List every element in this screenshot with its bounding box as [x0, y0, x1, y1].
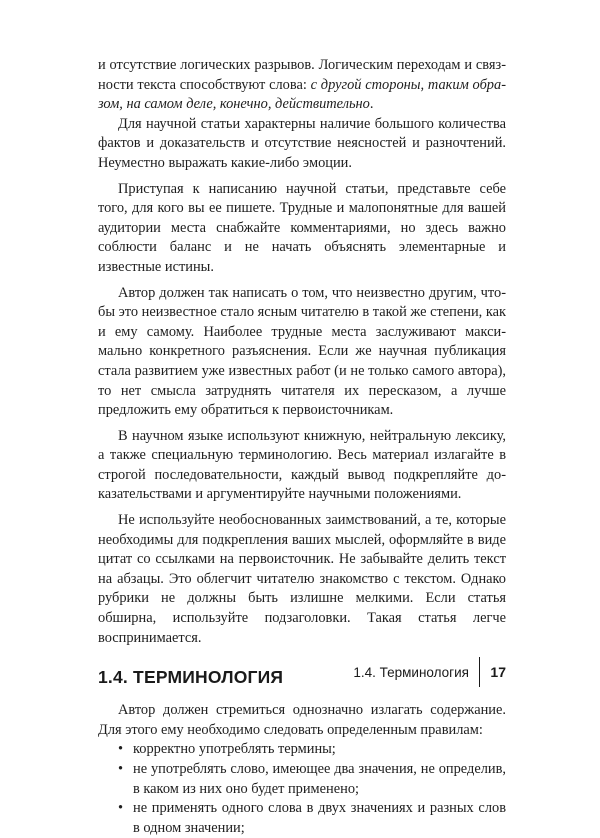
- page-number: 17: [490, 664, 506, 680]
- page-footer: [353, 657, 506, 687]
- bullet-icon: •: [118, 761, 124, 777]
- paragraph: Приступая к написанию научной статьи, представьте себе того, для кого вы ее пишете. Трудные и малопонятные для вашей аудитории места снабжайте комментариями, но здесь важно соблюсти баланс и не начать объяснять элементарные и известные истины.: [98, 180, 506, 275]
- paragraph: Для научной статьи характерны наличие большого количества фактов и доказательств и отсутствие неясностей и разночтений. Неуместно выражать какие-либо эмоции.: [98, 115, 506, 171]
- page-body: [98, 56, 506, 838]
- paragraph-text: и отсутствие логических разрывов. Логическим переходам и связности текста способствуют слова:: [98, 57, 506, 93]
- rules-list: [98, 740, 506, 838]
- section-intro: Автор должен стремиться однозначно излагать содержание. Для этого ему необходимо следовать определенным правилам:: [98, 702, 506, 738]
- bullet-icon: •: [118, 741, 124, 758]
- paragraph: В научном языке используют книжную, нейтральную лексику, а также специальную терминологию. Весь материал излагайте в строгой последовательности, каждый вывод подкрепляйте доказательствами и аргументируйте научными положениями.: [98, 427, 506, 503]
- list-item-text: не применять одного слова в двух значениях и разных слов в одном значении;: [133, 800, 506, 836]
- paragraph-end: .: [369, 96, 374, 113]
- bullet-icon: •: [118, 800, 124, 817]
- list-item-text: корректно употреблять термины;: [133, 741, 336, 758]
- list-item: [118, 799, 506, 838]
- paragraph: Автор должен так написать о том, что неизвестно другим, чтобы это неизвестное стало ясным читателю в такой же степени, как и ему самому. Наиболее трудные места заслуживают максимально конкретного разъяснения. Если же научная публикация стала развитием уже известных работ (и не только самого автора), то нет смысла затруднять читателя их пересказом, а лучше предложить ему обратиться к первоисточникам.: [98, 284, 507, 419]
- running-title: 1.4. Терминология: [353, 664, 469, 680]
- paragraph: Не используйте необоснованных заимствований, а те, которые необходимы для подкрепления ваших мыслей, оформляйте в виде цитат со ссылками на первоисточник. Не забывайте делить текст на абзацы. Это облегчит читателю знакомство с текстом. Однако рубрики не должны быть излишне мелкими. Если статья обширна, используйте подзаголовки. Такая статья легче воспринимается.: [98, 512, 506, 646]
- section-heading: 1.4. ТЕРМИНОЛОГИЯ: [98, 667, 284, 688]
- list-item: [118, 760, 506, 799]
- list-item: [118, 740, 506, 760]
- paragraph-continuation: [98, 56, 506, 115]
- paragraph-italic-examples: с другой стороны, таким образом, на самом деле, конечно, действительно: [98, 76, 506, 113]
- list-item-text: не употреблять слово, имеющее два значения, не определив, в каком из них оно будет применено;: [133, 761, 506, 797]
